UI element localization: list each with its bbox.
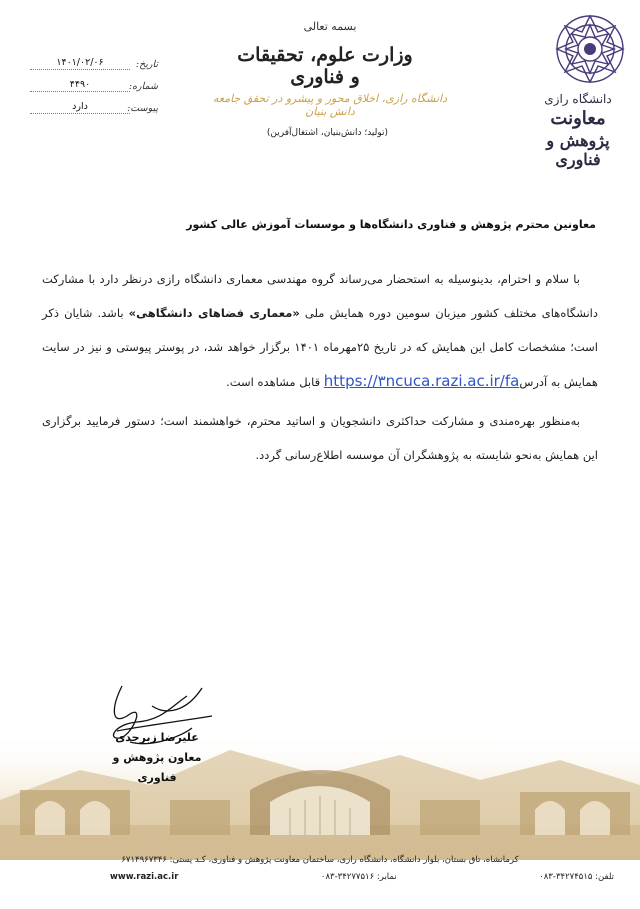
- university-title: [528, 92, 628, 169]
- university-name: دانشگاه رازی: [544, 92, 612, 106]
- para1-intro: با سلام و احترام، بدینوسیله به استحضار می‌رساند گروه مهندسی معماری دانشگاه رازی درنظر دارد با مشارکت دانشگاه‌های مختلف کشور میزبان سومین دوره همایش ملی: [42, 272, 598, 320]
- signature-block: [92, 728, 222, 788]
- number-value: ۴۴۹۰: [30, 79, 130, 92]
- research-tech-label: پژوهش و فناوری: [546, 131, 610, 169]
- date-row: [30, 48, 158, 70]
- footer-website[interactable]: www.razi.ac.ir: [110, 872, 179, 882]
- deputy-label: معاونت: [550, 108, 606, 129]
- paragraph-1: [42, 262, 598, 399]
- attachment-label: پیوست:: [127, 103, 158, 114]
- para1-end: قابل مشاهده است.: [226, 375, 324, 389]
- footer-phone: تلفن: ۳۴۲۷۴۵۱۵-۰۸۳: [539, 872, 614, 882]
- letter-body: [42, 262, 598, 472]
- footer-fax: نمابر: ۳۴۲۷۷۵۱۶-۰۸۳: [320, 872, 397, 882]
- footer-contact: [0, 872, 640, 882]
- paragraph-2: به‌منظور بهره‌مندی و مشارکت حداکثری دانشجویان و اساتید محترم، خواهشمند است؛ دستور فرمایید برگزاری این همایش به‌نحو شایسته به پژوهشگران آن موسسه اطلاع‌رسانی گردد.: [42, 414, 598, 462]
- recipient: معاونین محترم پژوهش و فناوری دانشگاه‌ها و موسسات آموزش عالی کشور: [186, 218, 596, 231]
- date-value: ۱۴۰۱/۰۲/۰۶: [30, 57, 130, 70]
- conference-link[interactable]: https://۳ncuca.razi.ac.ir/fa: [323, 372, 520, 390]
- ministry-title: وزارت علوم، تحقیقات و فناوری: [237, 44, 413, 88]
- number-row: [30, 70, 158, 92]
- letter-meta: [30, 48, 158, 114]
- date-label: تاریخ:: [135, 59, 158, 70]
- university-seal-icon: [553, 12, 627, 86]
- footer-address: کرمانشاه، تاق بستان، بلوار دانشگاه، دانشگاه رازی، ساختمان معاونت پژوهش و فناوری، کـد پستی: ۶۷۱۴۹۶۷۳۴۶: [121, 855, 519, 865]
- number-label: شماره:: [128, 81, 158, 92]
- signer-title: معاون پژوهش و فناوری: [112, 751, 202, 784]
- conference-title: «معماری فضاهای دانشگاهی»: [128, 306, 300, 320]
- attachment-value: دارد: [30, 101, 130, 114]
- para1-details: باشد. شایان ذکر است؛ مشخصات کامل این همایش که در تاریخ ۲۵مهرماه ۱۴۰۱ برگزار خواهد شد، در پوستر پیوستی و نیز در سایت همایش به آدرس: [42, 306, 598, 389]
- year-motto: (تولید؛ دانش‌بنیان، اشتغال‌آفرین): [266, 128, 389, 138]
- signer-name: علیرضا زبرجدی: [115, 731, 199, 744]
- university-slogan: دانشگاه رازی، اخلاق محور و پیشرو در تحقق جامعه دانش بنیان: [212, 92, 448, 118]
- attachment-row: [30, 92, 158, 114]
- bismillah: بسمه تعالی: [303, 20, 357, 33]
